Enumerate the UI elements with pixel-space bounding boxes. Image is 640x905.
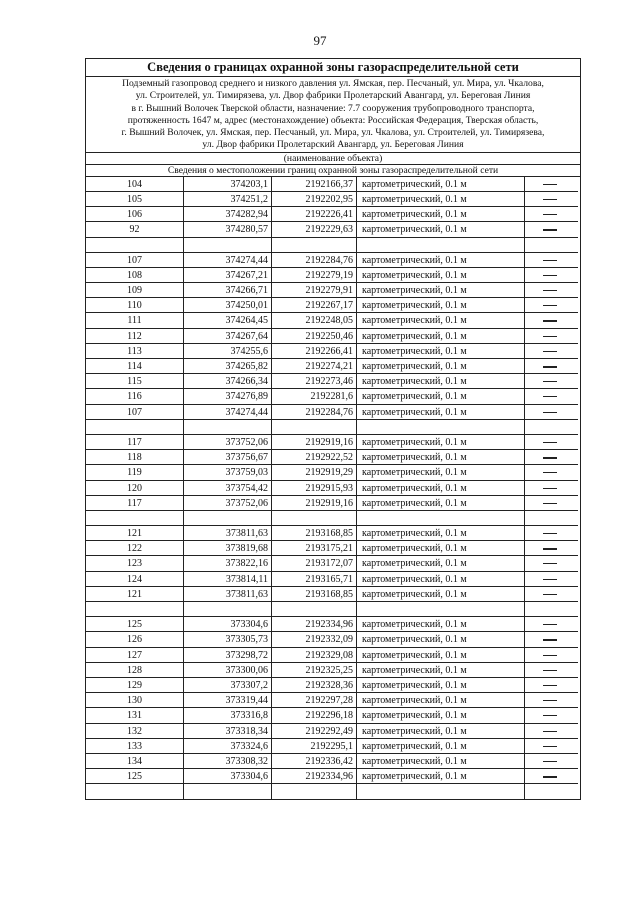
y-coordinate-cell: 2193168,85: [272, 526, 357, 541]
method-cell: картометрический, 0.1 м: [357, 481, 525, 496]
x-coordinate-cell: 373307,2: [184, 678, 272, 693]
method-cell: картометрический, 0.1 м: [357, 572, 525, 587]
y-coordinate-cell: 2192274,21: [272, 359, 357, 374]
x-coordinate-cell: 374274,44: [184, 253, 272, 268]
point-number-cell: 118: [86, 450, 184, 465]
note-cell: [525, 632, 578, 647]
dash-mark: [543, 290, 557, 291]
point-number-cell: 119: [86, 465, 184, 480]
note-cell: [525, 541, 578, 556]
note-cell: [525, 724, 578, 739]
empty-cell: [525, 238, 578, 253]
method-cell: картометрический, 0.1 м: [357, 754, 525, 769]
point-number-cell: 134: [86, 754, 184, 769]
method-cell: картометрический, 0.1 м: [357, 663, 525, 678]
x-coordinate-cell: 373305,73: [184, 632, 272, 647]
dash-mark: [543, 700, 557, 701]
empty-cell: [357, 238, 525, 253]
point-number-cell: 111: [86, 313, 184, 328]
empty-cell: [184, 420, 272, 435]
y-coordinate-cell: 2192922,52: [272, 450, 357, 465]
note-cell: [525, 435, 578, 450]
point-number-cell: 128: [86, 663, 184, 678]
note-cell: [525, 556, 578, 571]
coordinates-grid: [86, 177, 580, 800]
note-cell: [525, 572, 578, 587]
dash-mark: [543, 396, 557, 397]
empty-cell: [272, 602, 357, 617]
dash-mark: [543, 685, 557, 687]
dash-mark: [543, 275, 557, 277]
y-coordinate-cell: 2192284,76: [272, 405, 357, 420]
dash-mark: [543, 776, 557, 778]
y-coordinate-cell: 2192915,93: [272, 481, 357, 496]
dash-mark: [543, 472, 557, 473]
method-cell: картометрический, 0.1 м: [357, 678, 525, 693]
empty-cell: [184, 511, 272, 526]
dash-mark: [543, 670, 557, 671]
note-cell: [525, 298, 578, 313]
empty-cell: [272, 784, 357, 799]
method-cell: картометрический, 0.1 м: [357, 708, 525, 723]
point-number-cell: 113: [86, 344, 184, 359]
x-coordinate-cell: 373819,68: [184, 541, 272, 556]
empty-cell: [86, 602, 184, 617]
x-coordinate-cell: 374276,89: [184, 389, 272, 404]
empty-cell: [525, 602, 578, 617]
x-coordinate-cell: 374267,21: [184, 268, 272, 283]
note-cell: [525, 648, 578, 663]
x-coordinate-cell: 373814,11: [184, 572, 272, 587]
y-coordinate-cell: 2192267,17: [272, 298, 357, 313]
dash-mark: [543, 229, 557, 231]
x-coordinate-cell: 374282,94: [184, 207, 272, 222]
dash-mark: [543, 457, 557, 459]
y-coordinate-cell: 2192250,46: [272, 329, 357, 344]
empty-cell: [86, 511, 184, 526]
point-number-cell: 125: [86, 617, 184, 632]
x-coordinate-cell: 373752,06: [184, 435, 272, 450]
note-cell: [525, 313, 578, 328]
y-coordinate-cell: 2192202,95: [272, 192, 357, 207]
point-number-cell: 121: [86, 587, 184, 602]
dash-mark: [543, 731, 557, 733]
method-cell: картометрический, 0.1 м: [357, 465, 525, 480]
x-coordinate-cell: 373316,8: [184, 708, 272, 723]
note-cell: [525, 207, 578, 222]
x-coordinate-cell: 373319,44: [184, 693, 272, 708]
y-coordinate-cell: 2192334,96: [272, 617, 357, 632]
y-coordinate-cell: 2192266,41: [272, 344, 357, 359]
method-cell: картометрический, 0.1 м: [357, 724, 525, 739]
point-number-cell: 112: [86, 329, 184, 344]
empty-cell: [272, 420, 357, 435]
y-coordinate-cell: 2193168,85: [272, 587, 357, 602]
x-coordinate-cell: 373308,32: [184, 754, 272, 769]
point-number-cell: 117: [86, 496, 184, 511]
y-coordinate-cell: 2192226,41: [272, 207, 357, 222]
note-cell: [525, 283, 578, 298]
method-cell: картометрический, 0.1 м: [357, 298, 525, 313]
y-coordinate-cell: 2192332,09: [272, 632, 357, 647]
note-cell: [525, 678, 578, 693]
dash-mark: [543, 579, 557, 580]
point-number-cell: 117: [86, 435, 184, 450]
point-number-cell: 129: [86, 678, 184, 693]
y-coordinate-cell: 2192919,16: [272, 496, 357, 511]
method-cell: картометрический, 0.1 м: [357, 541, 525, 556]
x-coordinate-cell: 373304,6: [184, 769, 272, 784]
method-cell: картометрический, 0.1 м: [357, 222, 525, 237]
method-cell: картометрический, 0.1 м: [357, 739, 525, 754]
note-cell: [525, 663, 578, 678]
table-title: Сведения о границах охранной зоны газораспределительной сети: [86, 59, 580, 77]
y-coordinate-cell: 2192334,96: [272, 769, 357, 784]
description-line: г. Вышний Волочек, ул. Ямская, пер. Песчаный, ул. Мира, ул. Чкалова, ул. Строителей, ул. Тимирязева,: [121, 127, 545, 139]
point-number-cell: 126: [86, 632, 184, 647]
x-coordinate-cell: 373756,67: [184, 450, 272, 465]
dash-mark: [543, 412, 557, 414]
dash-mark: [543, 761, 557, 762]
page-number: 97: [313, 33, 327, 48]
x-coordinate-cell: 373822,16: [184, 556, 272, 571]
boundary-info-table: [85, 58, 581, 800]
y-coordinate-cell: 2192329,08: [272, 648, 357, 663]
dash-mark: [543, 639, 557, 641]
x-coordinate-cell: 373298,72: [184, 648, 272, 663]
x-coordinate-cell: 374203,1: [184, 177, 272, 192]
note-cell: [525, 344, 578, 359]
object-name-caption: (наименование объекта): [86, 153, 580, 165]
empty-cell: [357, 511, 525, 526]
point-number-cell: 104: [86, 177, 184, 192]
note-cell: [525, 450, 578, 465]
point-number-cell: 107: [86, 253, 184, 268]
dash-mark: [543, 715, 557, 716]
x-coordinate-cell: 373754,42: [184, 481, 272, 496]
y-coordinate-cell: 2192279,19: [272, 268, 357, 283]
y-coordinate-cell: 2192273,46: [272, 374, 357, 389]
dash-mark: [543, 563, 557, 564]
y-coordinate-cell: 2192248,05: [272, 313, 357, 328]
x-coordinate-cell: 373811,63: [184, 587, 272, 602]
y-coordinate-cell: 2192336,42: [272, 754, 357, 769]
note-cell: [525, 192, 578, 207]
method-cell: картометрический, 0.1 м: [357, 769, 525, 784]
point-number-cell: 133: [86, 739, 184, 754]
method-cell: картометрический, 0.1 м: [357, 329, 525, 344]
x-coordinate-cell: 373324,6: [184, 739, 272, 754]
method-cell: картометрический, 0.1 м: [357, 374, 525, 389]
y-coordinate-cell: 2193172,07: [272, 556, 357, 571]
empty-cell: [525, 784, 578, 799]
note-cell: [525, 754, 578, 769]
dash-mark: [543, 594, 557, 596]
y-coordinate-cell: 2192325,25: [272, 663, 357, 678]
description-line: протяженность 1647 м, адрес (местонахождение) объекта: Российская Федерация, Тверская область,: [127, 114, 539, 126]
x-coordinate-cell: 374265,82: [184, 359, 272, 374]
method-cell: картометрический, 0.1 м: [357, 192, 525, 207]
empty-cell: [184, 602, 272, 617]
empty-cell: [357, 602, 525, 617]
empty-cell: [272, 238, 357, 253]
method-cell: картометрический, 0.1 м: [357, 556, 525, 571]
dash-mark: [543, 746, 557, 747]
note-cell: [525, 405, 578, 420]
empty-cell: [357, 420, 525, 435]
description-line: ул. Строителей, ул. Тимирязева, ул. Двор фабрики Пролетарский Авангард, ул. Береговая Линия: [135, 90, 531, 102]
method-cell: картометрический, 0.1 м: [357, 526, 525, 541]
y-coordinate-cell: 2192919,29: [272, 465, 357, 480]
empty-cell: [86, 784, 184, 799]
y-coordinate-cell: 2192229,63: [272, 222, 357, 237]
note-cell: [525, 496, 578, 511]
method-cell: картометрический, 0.1 м: [357, 496, 525, 511]
empty-cell: [525, 420, 578, 435]
dash-mark: [543, 320, 557, 322]
method-cell: картометрический, 0.1 м: [357, 344, 525, 359]
point-number-cell: 125: [86, 769, 184, 784]
method-cell: картометрический, 0.1 м: [357, 450, 525, 465]
dash-mark: [543, 336, 557, 337]
x-coordinate-cell: 374266,34: [184, 374, 272, 389]
x-coordinate-cell: 373300,06: [184, 663, 272, 678]
empty-cell: [525, 511, 578, 526]
empty-cell: [184, 238, 272, 253]
y-coordinate-cell: 2193165,71: [272, 572, 357, 587]
description-line: ул. Двор фабрики Пролетарский Авангард, ул. Береговая Линия: [202, 139, 464, 151]
method-cell: картометрический, 0.1 м: [357, 693, 525, 708]
note-cell: [525, 268, 578, 283]
note-cell: [525, 374, 578, 389]
method-cell: картометрический, 0.1 м: [357, 283, 525, 298]
location-section-title: Сведения о местоположении границ охранной зоны газораспределительной сети: [86, 165, 580, 177]
y-coordinate-cell: 2193175,21: [272, 541, 357, 556]
note-cell: [525, 769, 578, 784]
point-number-cell: 132: [86, 724, 184, 739]
empty-cell: [86, 238, 184, 253]
x-coordinate-cell: 374267,64: [184, 329, 272, 344]
point-number-cell: 127: [86, 648, 184, 663]
note-cell: [525, 177, 578, 192]
y-coordinate-cell: 2192297,28: [272, 693, 357, 708]
note-cell: [525, 693, 578, 708]
note-cell: [525, 465, 578, 480]
method-cell: картометрический, 0.1 м: [357, 207, 525, 222]
point-number-cell: 105: [86, 192, 184, 207]
method-cell: картометрический, 0.1 м: [357, 405, 525, 420]
y-coordinate-cell: 2192919,16: [272, 435, 357, 450]
x-coordinate-cell: 373318,34: [184, 724, 272, 739]
note-cell: [525, 739, 578, 754]
x-coordinate-cell: 373759,03: [184, 465, 272, 480]
point-number-cell: 123: [86, 556, 184, 571]
description-line: Подземный газопровод среднего и низкого давления ул. Ямская, пер. Песчаный, ул. Мира, ул. Чкалова,: [122, 78, 544, 89]
note-cell: [525, 587, 578, 602]
y-coordinate-cell: 2192166,37: [272, 177, 357, 192]
empty-cell: [184, 784, 272, 799]
note-cell: [525, 329, 578, 344]
dash-mark: [543, 260, 557, 261]
y-coordinate-cell: 2192281,6: [272, 389, 357, 404]
point-number-cell: 116: [86, 389, 184, 404]
point-number-cell: 114: [86, 359, 184, 374]
dash-mark: [543, 366, 557, 368]
note-cell: [525, 526, 578, 541]
empty-cell: [357, 784, 525, 799]
dash-mark: [543, 214, 557, 215]
point-number-cell: 120: [86, 481, 184, 496]
x-coordinate-cell: 374251,2: [184, 192, 272, 207]
method-cell: картометрический, 0.1 м: [357, 648, 525, 663]
note-cell: [525, 359, 578, 374]
method-cell: картометрический, 0.1 м: [357, 359, 525, 374]
method-cell: картометрический, 0.1 м: [357, 313, 525, 328]
note-cell: [525, 617, 578, 632]
dash-mark: [543, 305, 557, 306]
x-coordinate-cell: 374274,44: [184, 405, 272, 420]
method-cell: картометрический, 0.1 м: [357, 268, 525, 283]
dash-mark: [543, 503, 557, 505]
point-number-cell: 92: [86, 222, 184, 237]
x-coordinate-cell: 373752,06: [184, 496, 272, 511]
y-coordinate-cell: 2192284,76: [272, 253, 357, 268]
x-coordinate-cell: 374266,71: [184, 283, 272, 298]
point-number-cell: 110: [86, 298, 184, 313]
x-coordinate-cell: 374264,45: [184, 313, 272, 328]
method-cell: картометрический, 0.1 м: [357, 617, 525, 632]
method-cell: картометрический, 0.1 м: [357, 177, 525, 192]
y-coordinate-cell: 2192296,18: [272, 708, 357, 723]
point-number-cell: 115: [86, 374, 184, 389]
empty-cell: [272, 511, 357, 526]
point-number-cell: 130: [86, 693, 184, 708]
point-number-cell: 107: [86, 405, 184, 420]
dash-mark: [543, 184, 557, 186]
dash-mark: [543, 624, 557, 625]
x-coordinate-cell: 374255,6: [184, 344, 272, 359]
point-number-cell: 108: [86, 268, 184, 283]
dash-mark: [543, 199, 557, 200]
y-coordinate-cell: 2192295,1: [272, 739, 357, 754]
dash-mark: [543, 533, 557, 534]
x-coordinate-cell: 373304,6: [184, 617, 272, 632]
dash-mark: [543, 548, 557, 550]
point-number-cell: 131: [86, 708, 184, 723]
description-line: в г. Вышний Волочек Тверской области, назначение: 7.7 сооружения трубопроводного транспорта,: [131, 102, 535, 114]
x-coordinate-cell: 374280,57: [184, 222, 272, 237]
point-number-cell: 121: [86, 526, 184, 541]
object-description: [86, 77, 580, 153]
note-cell: [525, 253, 578, 268]
point-number-cell: 122: [86, 541, 184, 556]
y-coordinate-cell: 2192279,91: [272, 283, 357, 298]
point-number-cell: 106: [86, 207, 184, 222]
note-cell: [525, 708, 578, 723]
y-coordinate-cell: 2192328,36: [272, 678, 357, 693]
note-cell: [525, 481, 578, 496]
empty-cell: [86, 420, 184, 435]
point-number-cell: 124: [86, 572, 184, 587]
method-cell: картометрический, 0.1 м: [357, 389, 525, 404]
dash-mark: [543, 351, 557, 352]
dash-mark: [543, 655, 557, 656]
y-coordinate-cell: 2192292,49: [272, 724, 357, 739]
point-number-cell: 109: [86, 283, 184, 298]
dash-mark: [543, 381, 557, 382]
note-cell: [525, 389, 578, 404]
x-coordinate-cell: 373811,63: [184, 526, 272, 541]
dash-mark: [543, 442, 557, 443]
x-coordinate-cell: 374250,01: [184, 298, 272, 313]
note-cell: [525, 222, 578, 237]
method-cell: картометрический, 0.1 м: [357, 587, 525, 602]
dash-mark: [543, 488, 557, 489]
method-cell: картометрический, 0.1 м: [357, 435, 525, 450]
method-cell: картометрический, 0.1 м: [357, 632, 525, 647]
method-cell: картометрический, 0.1 м: [357, 253, 525, 268]
